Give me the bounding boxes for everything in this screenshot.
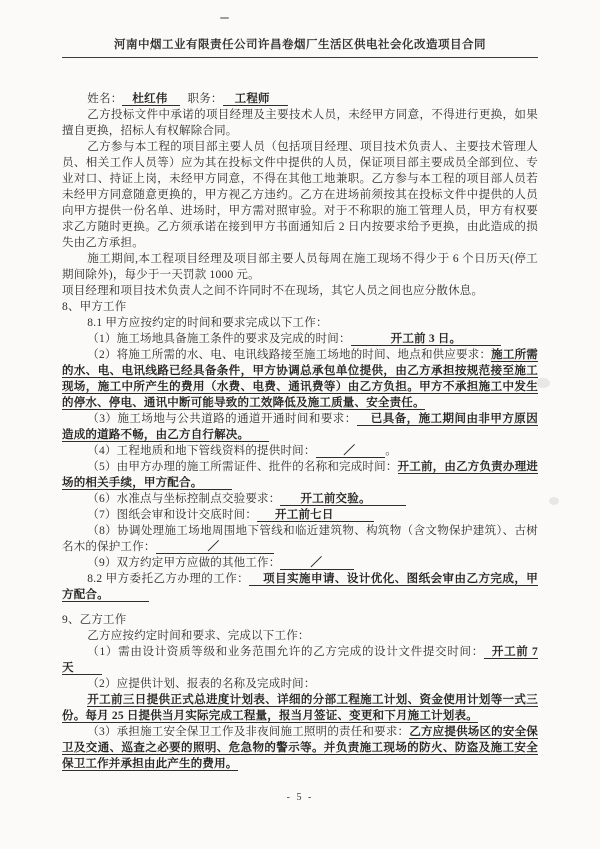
text-run: 。: [385, 445, 397, 457]
text-run: （1）施工场地具备施工条件的要求及完成的时间：: [87, 333, 351, 345]
text-run: 8.2 甲方委托乙方办理的工作：: [87, 573, 250, 585]
filled-blank: 乙方应提供场区的安全保卫及交通、巡查之必要的照明、危急物的警示等。并负责施工现场的防火、防盗及施工安全保卫工作并承担由此产生的费用。: [62, 726, 538, 770]
filled-blank: ／: [156, 541, 275, 554]
filled-blank: 开工前三日提供正式总进度计划表、详细的分部工程施工计划、资金使用计划等一式三份。每月 25 日提供当月实际完成工程量，报当月签证、变更和下月施工计划表。: [62, 694, 538, 722]
document-body: [62, 91, 538, 772]
filled-blank: ／: [316, 445, 386, 458]
document-content: [62, 36, 538, 772]
clause-9-2-value: [62, 692, 538, 724]
document-header-title: 河南中烟工业有限责任公司许昌卷烟厂生活区供电社会化改造项目合同: [62, 36, 538, 58]
text-run: 乙方应按约定时间和要求、完成以下工作：: [87, 630, 310, 642]
scan-artifact-mark: [220, 17, 229, 19]
clause-personnel-replacement: [62, 107, 538, 139]
filled-blank: 工程师: [223, 93, 288, 106]
clause-8-1-6: [62, 491, 538, 507]
clause-9-2-label: [62, 676, 538, 692]
clause-8-1: [62, 315, 538, 331]
filled-blank: 杜红伟: [122, 93, 179, 106]
clause-9-1: [62, 644, 538, 676]
clause-8-2: [62, 571, 538, 603]
clause-8-1-3: [62, 411, 538, 443]
text-run: （8）协调处理施工场地周围地下管线和临近建筑物、构筑物（含文物保护建筑）、古树名木的保护工作：: [62, 525, 538, 553]
text-run: （5）由甲方办理的施工所需证件、批件的名称和完成时间：: [87, 461, 398, 473]
text-run: （3）施工场地与公共道路的通道开通时间和要求：: [87, 413, 357, 425]
clause-8-1-9: [62, 555, 538, 571]
filled-blank: 已具备，施工期间由非甲方原因造成的道路不畅，由乙方自行解决。: [62, 413, 538, 441]
page-number: - 5 -: [286, 792, 314, 803]
text-run: 乙方参与本工程的项目部主要人员（包括项目经理、项目技术负责人、主要技术管理人员、相关工作人员等）应为其在投标文件中提供的人员，保证项目部主要成员全部到位、专业对口、持证上岗，未经甲方同意，不得在其他工地兼职。乙方参与本工程的项目部人员若未经甲方同意随意更换的，甲方视乙方违约。乙方在进场前须按其在投标文件中提供的人员向甲方提供一份名单、进场时，甲方需对照审验。对于不称职的施工管理人员，甲方有权要求乙方随时更换。乙方须承诺在接到甲方书面通知后 2 日内按要求给予更换，由此造成的损失由乙方承担。: [62, 141, 538, 249]
name-title-line: [62, 91, 538, 107]
filled-blank: 开工前 3 日。: [351, 333, 502, 346]
clause-8-1-1: [62, 331, 538, 347]
scan-smudge: [549, 497, 559, 505]
text-run: 8.1 甲方应按约定的时间和要求完成以下工作：: [87, 317, 328, 329]
filled-blank: 开工前七日: [257, 509, 374, 522]
clause-8-1-4: [62, 443, 538, 459]
text-run: （6）水准点与坐标控制点交验要求：: [87, 493, 281, 505]
filled-blank: 开工前，由乙方负责办理进场的相关手续，甲方配合。: [62, 461, 538, 489]
text-run: 9、乙方工作: [62, 614, 127, 626]
section-8-heading: [62, 299, 538, 315]
filled-blank: ／: [280, 557, 354, 570]
text-run: （9）双方约定甲方应做的其他工作：: [87, 557, 281, 569]
clause-site-presence: [62, 251, 538, 283]
clause-9-3: [62, 724, 538, 772]
text-run: （2）将施工所需的水、电、电讯线路接至施工场地的时间、地点和供应要求：: [87, 349, 492, 361]
scan-smudge: [536, 378, 550, 388]
filled-blank: 开工前 7 天: [62, 646, 539, 674]
text-run: 姓名：: [87, 93, 123, 105]
filled-blank: 开工前交验。: [280, 493, 405, 506]
text-run: （7）图纸会审和设计交底时间：: [87, 509, 258, 521]
text-run: （3）承担施工安全保卫工作及非夜间施工照明的责任和要求：: [87, 726, 410, 738]
text-run: （1）需由设计资质等级和业务范围允许的乙方完成的设计文件提交时间：: [87, 646, 484, 658]
filled-blank: 项目实施申请、设计优化、图纸会审由乙方完成，甲方配合。: [62, 573, 538, 601]
clause-rest-rotation: [62, 283, 538, 299]
clause-8-1-8: [62, 523, 538, 555]
text-run: （4）工程地质和地下管线资料的提供时间：: [87, 445, 316, 457]
text-run: 项目经理和项目技术负责人之间不许同时不在现场，其它人员之间也应分散休息。: [62, 285, 484, 297]
clause-9-intro: [62, 628, 538, 644]
clause-8-1-5: [62, 459, 538, 491]
clause-8-1-2: [62, 347, 538, 411]
filled-blank: 施工所需的水、电、电讯线路已经具备条件，甲方协调总承包单位提供，由乙方承担按规范接至施工现场，施工中所产生的费用（水费、电费、通讯费等）由乙方负担。甲方不承担施工中发生的停水、停电、通讯中断可能导致的工效降低及施工质量、安全责任。: [62, 349, 538, 409]
section-9-heading: [62, 612, 538, 628]
text-run: 职务：: [187, 93, 223, 105]
text-run: 8、甲方工作: [62, 301, 127, 313]
clause-8-1-7: [62, 507, 538, 523]
text-run: 施工期间,本工程项目经理及项目部主要人员每周在施工现场不得少于 6 个日历天(停工期间除外)，每少于一天罚款 1000 元。: [62, 253, 538, 281]
text-run: 乙方投标文件中承诺的项目经理及主要技术人员，未经甲方同意，不得进行更换，如果擅自更换，招标人有权解除合同。: [62, 109, 538, 137]
clause-project-team: [62, 139, 538, 251]
text-run: （2）应提供计划、报表的名称及完成时间：: [87, 678, 316, 690]
